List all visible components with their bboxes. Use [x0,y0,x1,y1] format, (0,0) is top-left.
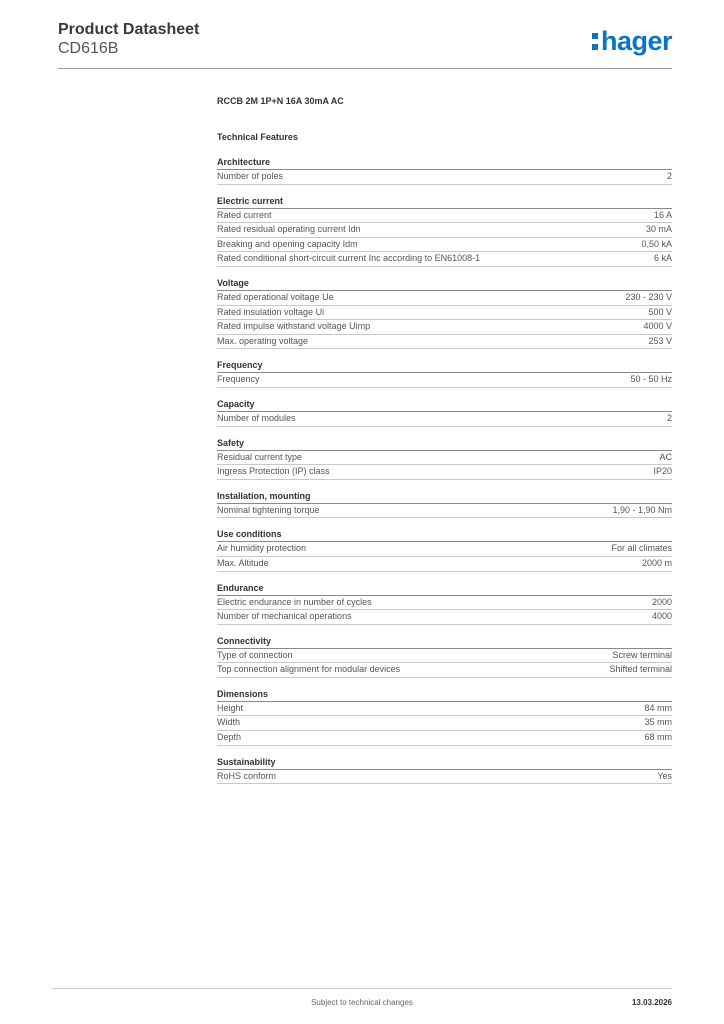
feature-section [217,195,672,267]
spec-label: Rated insulation voltage Ui [217,306,325,317]
spec-row [217,465,672,480]
spec-row [217,170,672,185]
feature-section [217,490,672,519]
section-title: Architecture [217,156,672,170]
hager-logo [592,26,672,56]
spec-row [217,335,672,350]
spec-value: 68 mm [644,732,672,743]
spec-row [217,504,672,519]
section-title: Endurance [217,582,672,596]
spec-value: Screw terminal [612,649,672,660]
spec-label: Number of mechanical operations [217,611,352,622]
spec-value: Yes [657,770,672,781]
spec-row [217,770,672,785]
spec-label: Max. operating voltage [217,335,309,346]
spec-value: For all climates [611,543,672,554]
feature-section [217,359,672,388]
spec-row [217,451,672,466]
spec-label: Rated operational voltage Ue [217,291,334,302]
document-header [58,20,199,58]
footer-divider [52,988,672,989]
spec-row [217,306,672,321]
feature-section [217,582,672,625]
spec-row [217,223,672,238]
logo-text: hager [600,26,672,56]
spec-value: 4000 V [643,321,672,332]
spec-row [217,702,672,717]
feature-section [217,156,672,185]
footer-date: 13.03.2026 [631,998,672,1007]
spec-row [217,649,672,664]
feature-section [217,688,672,746]
section-title: Sustainability [217,756,672,770]
spec-label: Ingress Protection (IP) class [217,466,330,477]
spec-value: 2 [666,171,672,181]
spec-value: 2 [666,412,672,423]
spec-row [217,557,672,572]
page-title: Product Datasheet [58,21,200,38]
spec-value: 84 mm [644,702,672,713]
section-title: Connectivity [217,635,672,649]
spec-value: 35 mm [644,717,672,728]
spec-row [217,596,672,611]
section-title: Frequency [217,359,672,373]
spec-value: 2000 [651,596,672,607]
section-title: Voltage [217,277,672,291]
spec-row [217,716,672,731]
feature-section [217,277,672,349]
logo-dots-icon [592,33,599,51]
spec-value: 50 - 50 Hz [630,374,672,385]
feature-section [217,437,672,480]
spec-label: Rated impulse withstand voltage Uimp [217,321,371,332]
spec-label: Electric endurance in number of cycles [217,596,372,607]
datasheet-content [217,94,672,784]
spec-row [217,610,672,625]
spec-value: 230 - 230 V [625,291,672,302]
spec-label: Depth [217,732,242,743]
spec-label: Air humidity protection [217,543,307,554]
spec-label: Type of connection [217,649,293,660]
spec-value: 1,90 - 1,90 Nm [612,504,672,515]
spec-row [217,291,672,306]
spec-label: RoHS conform [217,770,277,781]
section-title: Electric current [217,195,672,209]
spec-label: Number of modules [217,412,296,423]
spec-row [217,252,672,267]
feature-section [217,756,672,785]
spec-value: 6 kA [653,253,672,264]
spec-row [217,373,672,388]
spec-value: 253 V [648,335,672,346]
feature-section [217,398,672,427]
spec-row [217,320,672,335]
feature-section [217,635,672,678]
spec-label: Width [217,717,241,728]
spec-value: 30 mA [645,224,672,235]
spec-row [217,412,672,427]
spec-row [217,238,672,253]
spec-row [217,731,672,746]
spec-label: Rated conditional short-circuit current Inc according to EN61008-1 [217,253,481,264]
spec-label: Max. Altitude [217,557,269,568]
spec-value: Shifted terminal [609,664,672,675]
spec-label: Height [217,702,244,713]
spec-value: 500 V [648,306,672,317]
section-title: Use conditions [217,528,672,542]
technical-features-heading: Technical Features [217,132,298,142]
spec-label: Top connection alignment for modular devices [217,664,401,675]
section-title: Installation, mounting [217,490,672,504]
spec-label: Breaking and opening capacity Idm [217,238,358,249]
spec-value: IP20 [653,466,672,477]
spec-value: 2000 m [641,557,672,568]
spec-value: 16 A [653,209,672,220]
spec-row [217,542,672,557]
section-title: Safety [217,437,672,451]
spec-row [217,663,672,678]
spec-label: Frequency [217,374,260,385]
product-code: CD616B [58,40,119,57]
spec-label: Number of poles [217,171,284,181]
spec-label: Residual current type [217,451,303,462]
footer-note: Subject to technical changes [311,998,413,1007]
spec-value: 4000 [651,611,672,622]
header-divider [58,68,672,69]
spec-label: Nominal tightening torque [217,504,320,515]
feature-sections [217,156,672,784]
spec-row [217,209,672,224]
feature-section [217,528,672,571]
product-name: RCCB 2M 1P+N 16A 30mA AC [217,96,344,106]
spec-value: AC [659,451,672,462]
section-title: Capacity [217,398,672,412]
section-title: Dimensions [217,688,672,702]
spec-value: 0,50 kA [641,238,672,249]
spec-label: Rated current [217,209,272,220]
spec-label: Rated residual operating current Idn [217,224,361,235]
